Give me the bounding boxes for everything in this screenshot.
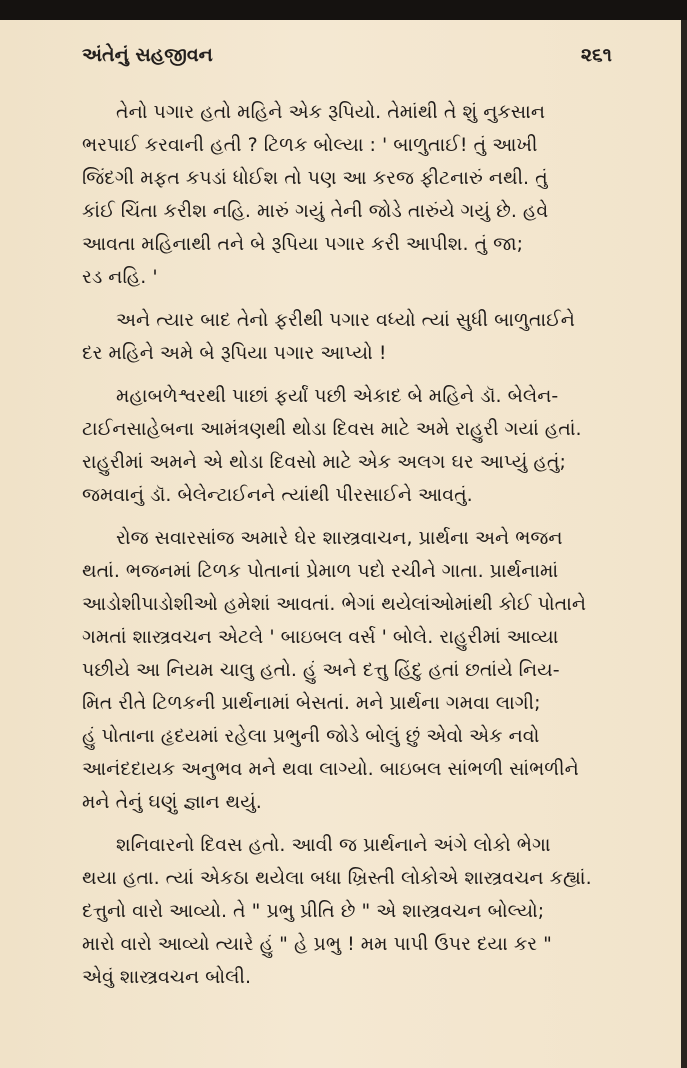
paragraph-1 <box>82 96 614 294</box>
text-line: અને ત્યાર બાદ તેનો ફરીથી પગાર વધ્યો ત્યાં સુધી બાળુતાઈને <box>116 309 575 331</box>
text-line: ભરપાઈ કરવાની હતી ? ટિળક બોલ્યા : ' બાળુતાઈ! તું આખી <box>82 134 538 156</box>
text-line: મહાબળેશ્વરથી પાછાં ફર્યાં પછી એકાદ બે મહિને ડૉ. બેલેન- <box>116 385 559 407</box>
text-line: રડ નહિ. ' <box>82 266 158 288</box>
text-line: પછીયે આ નિયમ ચાલુ હતો. હું અને દત્તુ હિંદુ હતાં છતાંયે નિય- <box>82 659 560 681</box>
text-line: મને તેનું ઘણું જ્ઞાન થયું. <box>82 791 262 813</box>
running-title: અંતેનું સહજીવન <box>82 44 213 66</box>
text-line: દર મહિને અમે બે રૂપિયા પગાર આપ્યો ! <box>82 342 387 364</box>
text-line: ગમતાં શાસ્ત્રવચન એટલે ' બાઇબલ વર્સ ' બોલે. રાહુરીમાં આવ્યા <box>82 626 559 648</box>
paragraph-2 <box>82 304 614 370</box>
text-line: જિંદગી મફત કપડાં ધોઈશ તો પણ આ કરજ ફીટનારું નથી. તું <box>82 167 548 189</box>
text-line: થયા હતા. ત્યાં એકઠા થયેલા બધા ખ્રિસ્તી લોકોએ શાસ્ત્રવચન કહ્યાં. <box>82 867 592 889</box>
paragraph-3 <box>82 380 614 512</box>
text-line: ટાઈનસાહેબના આમંત્રણથી થોડા દિવસ માટે અમે રાહુરી ગયાં હતાં. <box>82 418 582 440</box>
text-line: તેનો પગાર હતો મહિને એક રૂપિયો. તેમાંથી તે શું નુકસાન <box>116 101 545 123</box>
text-line: કાંઈ ચિંતા કરીશ નહિ. મારું ગયું તેની જોડે તારુંયે ગયું છે. હવે <box>82 200 549 222</box>
body-text <box>82 96 614 1004</box>
text-line: હું પોતાના હૃદયમાં રહેલા પ્રભુની જોડે બોલું છું એવો એક નવો <box>82 725 540 747</box>
page-edge <box>681 20 687 1068</box>
page-number: ૨૬૧ <box>580 44 612 66</box>
text-line: આનંદદાયક અનુભવ મને થવા લાગ્યો. બાઇબલ સાંભળી સાંભળીને <box>82 758 579 780</box>
text-line: જમવાનું ડૉ. બેલેન્ટાઈનને ત્યાંથી પીરસાઈને આવતું. <box>82 484 473 506</box>
text-line: દત્તુનો વારો આવ્યો. તે " પ્રભુ પ્રીતિ છે " એ શાસ્ત્રવચન બોલ્યો; <box>82 900 545 922</box>
paragraph-5 <box>82 829 614 994</box>
text-line: મિત રીતે ટિળકની પ્રાર્થનામાં બેસતાં. મને પ્રાર્થના ગમવા લાગી; <box>82 692 541 714</box>
text-line: રોજ સવારસાંજ અમારે ઘેર શાસ્ત્રવાચન, પ્રાર્થના અને ભજન <box>116 527 563 549</box>
page-header <box>82 44 612 74</box>
text-line: થતાં. ભજનમાં ટિળક પોતાનાં પ્રેમાળ પદો રચીને ગાતા. પ્રાર્થનામાં <box>82 560 559 582</box>
text-line: એવું શાસ્ત્રવચન બોલી. <box>82 966 252 988</box>
paragraph-4 <box>82 522 614 819</box>
text-line: શનિવારનો દિવસ હતો. આવી જ પ્રાર્થનાને અંગે લોકો ભેગા <box>116 834 551 856</box>
text-line: રાહુરીમાં અમને એ થોડા દિવસો માટે એક અલગ ઘર આપ્યું હતું; <box>82 451 566 473</box>
text-line: આડોશીપાડોશીઓ હમેશાં આવતાં. ભેગાં થયેલાંઓમાંથી કોઈ પોતાને <box>82 593 587 615</box>
text-line: આવતા મહિનાથી તને બે રૂપિયા પગાર કરી આપીશ. તું જા; <box>82 233 524 255</box>
scan-top-border <box>0 0 687 20</box>
text-line: મારો વારો આવ્યો ત્યારે હું " હે પ્રભુ ! મમ પાપી ઉપર દયા કર " <box>82 933 552 955</box>
